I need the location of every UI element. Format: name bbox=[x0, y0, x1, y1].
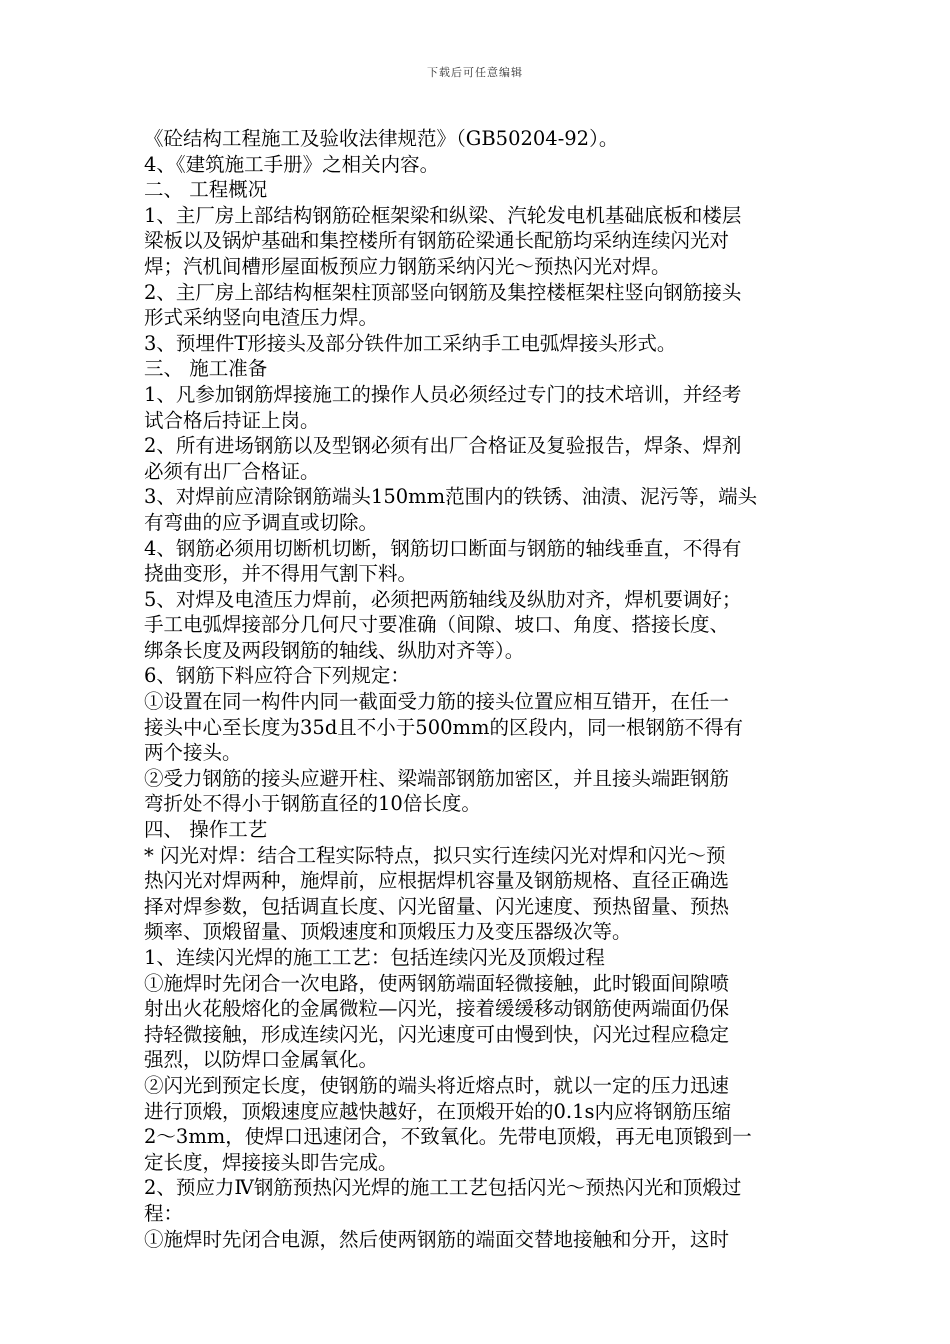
text-line: 4、《建筑施工手册》之相关内容。 bbox=[144, 152, 440, 176]
section-heading: 二、 工程概况 bbox=[144, 178, 268, 202]
section-heading: 四、 操作工艺 bbox=[144, 818, 268, 842]
text-line: 2、主厂房上部结构框架柱顶部竖向钢筋及集控楼框架柱竖向钢筋接头 bbox=[144, 280, 742, 304]
text-line: 弯折处不得小于钢筋直径的10倍长度。 bbox=[144, 792, 481, 816]
text-line: 热闪光对焊两种，施焊前，应根据焊机容量及钢筋规格、直径正确选 bbox=[144, 869, 730, 893]
page-header: 下载后可任意编辑 bbox=[427, 66, 523, 79]
text-line: 接头中心至长度为35d且不小于500mm的区段内，同一根钢筋不得有 bbox=[144, 715, 743, 739]
text-line: 进行顶煅，顶煅速度应越快越好，在顶煅开始的0.1s内应将钢筋压缩 bbox=[144, 1099, 732, 1123]
text-line: 试合格后持证上岗。 bbox=[144, 408, 320, 432]
text-line: 5、对焊及电渣压力焊前，必须把两筋轴线及纵肋对齐，焊机要调好； bbox=[144, 587, 742, 611]
text-line: 必须有出厂合格证。 bbox=[144, 459, 320, 483]
text-line: * 闪光对焊：结合工程实际特点，拟只实行连续闪光对焊和闪光～预 bbox=[144, 843, 726, 867]
text-line: 形式采纳竖向电渣压力焊。 bbox=[144, 306, 379, 330]
text-line: 《砼结构工程施工及验收法律规范》（GB50204-92）。 bbox=[144, 127, 619, 150]
text-line: ①施焊时先闭合一次电路，使两钢筋端面轻微接触，此时锻面间隙喷 bbox=[144, 971, 730, 995]
text-line: 频率、顶煅留量、顶煅速度和顶煅压力及变压器级次等。 bbox=[144, 920, 632, 944]
text-line: ②闪光到预定长度，使钢筋的端头将近熔点时，就以一定的压力迅速 bbox=[144, 1073, 730, 1097]
text-line: 定长度，焊接接头即告完成。 bbox=[144, 1150, 398, 1174]
text-line: 1、主厂房上部结构钢筋砼框架梁和纵梁、汽轮发电机基础底板和楼层 bbox=[144, 203, 742, 227]
text-line: ②受力钢筋的接头应避开柱、梁端部钢筋加密区，并且接头端距钢筋 bbox=[144, 766, 730, 790]
text-line: 2～3mm，使焊口迅速闭合，不致氧化。先带电顶煅，再无电顶锻到一 bbox=[144, 1125, 752, 1149]
text-line: 强烈，以防焊口金属氧化。 bbox=[144, 1048, 379, 1072]
text-line: 挠曲变形，并不得用气割下料。 bbox=[144, 562, 418, 586]
text-line: 射出火花般熔化的金属微粒—闪光，接着缓缓移动钢筋使两端面仍保 bbox=[144, 997, 730, 1021]
section-heading: 三、 施工准备 bbox=[144, 357, 268, 381]
text-line: 梁板以及锅炉基础和集控楼所有钢筋砼梁通长配筋均采纳连续闪光对 bbox=[144, 229, 730, 253]
text-line: 程： bbox=[144, 1201, 184, 1225]
text-line: 2、所有进场钢筋以及型钢必须有出厂合格证及复验报告，焊条、焊剂 bbox=[144, 434, 742, 458]
text-line: 1、凡参加钢筋焊接施工的操作人员必须经过专门的技术培训，并经考 bbox=[144, 382, 742, 406]
text-line: 4、钢筋必须用切断机切断，钢筋切口断面与钢筋的轴线垂直，不得有 bbox=[144, 536, 742, 560]
text-line: 1、连续闪光焊的施工工艺：包括连续闪光及顶煅过程 bbox=[144, 946, 605, 969]
text-line: 持轻微接触，形成连续闪光，闪光速度可由慢到快，闪光过程应稳定 bbox=[144, 1022, 730, 1046]
text-line: 3、对焊前应清除钢筋端头150mm范围内的铁锈、油渍、泥污等，端头 bbox=[144, 485, 758, 509]
text-line: 手工电弧焊接部分几何尺寸要准确（间隙、坡口、角度、搭接长度、 bbox=[144, 613, 730, 637]
text-line: 焊；汽机间槽形屋面板预应力钢筋采纳闪光～预热闪光对焊。 bbox=[144, 254, 671, 278]
text-line: 6、钢筋下料应符合下列规定： bbox=[144, 664, 410, 688]
text-line: ①设置在同一构件内同一截面受力筋的接头位置应相互错开，在任一 bbox=[144, 690, 730, 714]
text-line: 3、预埋件T形接头及部分铁件加工采纳手工电弧焊接头形式。 bbox=[144, 331, 677, 355]
text-line: ①施焊时先闭合电源，然后使两钢筋的端面交替地接触和分开，这时 bbox=[144, 1227, 730, 1251]
text-line: 有弯曲的应予调直或切除。 bbox=[144, 510, 379, 534]
text-line: 2、预应力Ⅳ钢筋预热闪光焊的施工工艺包括闪光～预热闪光和顶煅过 bbox=[144, 1176, 742, 1200]
document-body bbox=[144, 126, 810, 1252]
text-line: 择对焊参数，包括调直长度、闪光留量、闪光速度、预热留量、预热 bbox=[144, 894, 730, 918]
text-line: 绑条长度及两段钢筋的轴线、纵肋对齐等）。 bbox=[144, 638, 525, 662]
text-line: 两个接头。 bbox=[144, 741, 242, 765]
